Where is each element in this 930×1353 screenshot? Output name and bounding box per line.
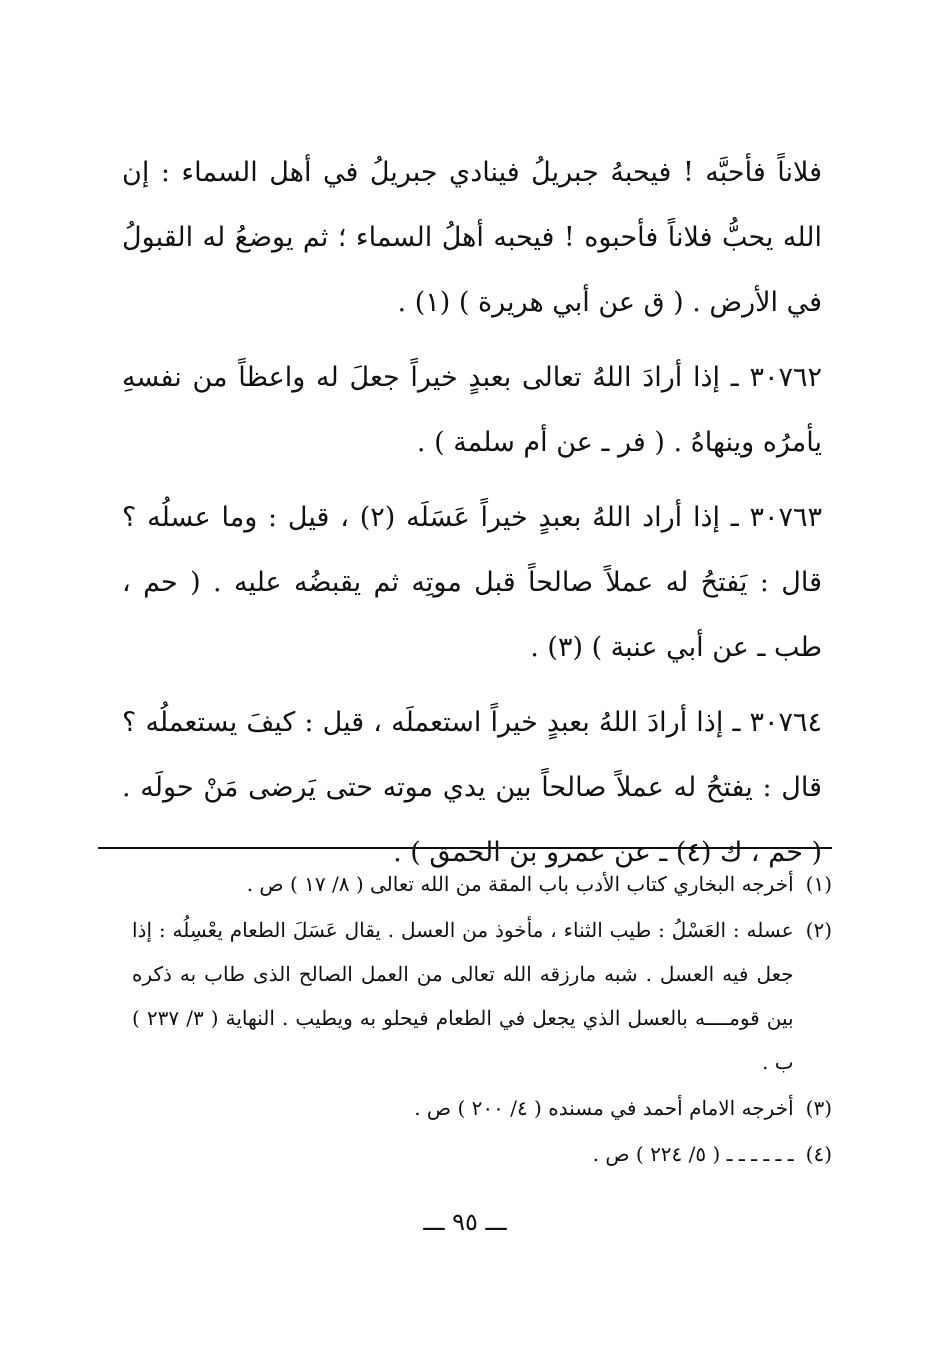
footnote-4	[132, 1132, 832, 1176]
page-number: ـــ ٩٥ ـــ	[423, 1208, 507, 1236]
footnote-divider	[98, 847, 832, 849]
footnote-3	[132, 1086, 832, 1130]
footnote-2	[132, 908, 832, 1084]
footnote-text: أخرجه البخاري كتاب الأدب باب المقة من الله تعالى ( ٨/ ١٧ ) ص .	[246, 872, 794, 896]
footnote-number: (١)	[805, 872, 832, 896]
paragraph-hadith-30762: ٣٠٧٦٢ ـ إذا أرادَ اللهُ تعالى بعبدٍ خيراً جعلَ له واعظاً من نفسهِ يأمرُه وينهاهُ . ( فر ـ عن أم سلمة ) .	[122, 362, 822, 458]
footnote-number: (٤)	[805, 1142, 832, 1166]
footnote-number: (٣)	[805, 1096, 832, 1120]
footnote-text: عسله : العَسْلُ : طيب الثناء ، مأخوذ من العسل . يقال عَسَلَ الطعام يعْسِلُه : إذا جعل فيه العسل . شبه مارزقه الله تعالى من العمل الصالح الذى طاب به ذكره بين قومــــه بالعسل الذي يجعل في الطعام فيحلو به ويطيب . النهاية ( ٣/ ٢٣٧ ) ب .	[132, 918, 794, 1074]
footnote-text: ـ ـ ـ ـ ـ ـ ( ٥/ ٢٢٤ ) ص .	[592, 1142, 794, 1166]
paragraph-hadith-30764: ٣٠٧٦٤ ـ إذا أرادَ اللهُ بعبدٍ خيراً استعملَه ، قيل : كيفَ يستعملُه ؟ قال : يفتحُ له عملاً صالحاً بين يدي موته حتى يَرضى مَنْ حولَه . ( حم ، ك (٤) ـ عن عمرو بن الحمق ) .	[122, 707, 822, 868]
main-text	[122, 140, 822, 895]
footnote-1	[132, 862, 832, 906]
paragraph-hadith-30763: ٣٠٧٦٣ ـ إذا أراد اللهُ بعبدٍ خيراً عَسَلَه (٢) ، قيل : وما عسلُه ؟ قال : يَفتحُ له عملاً صالحاً قبل موتِه ثم يقبضُه عليه . ( حم ، طب ـ عن أبي عنبة ) (٣) .	[122, 502, 823, 663]
footnotes	[132, 862, 832, 1178]
footnote-text: أخرجه الامام أحمد في مسنده ( ٤/ ٢٠٠ ) ص .	[414, 1096, 794, 1120]
footnote-number: (٢)	[805, 918, 832, 942]
paragraph-hadith-continuation: فلاناً فأحبَّه ! فيحبهُ جبريلُ فينادي جبريلُ في أهل السماء : إن الله يحبُّ فلاناً فأحبوه ! فيحبه أهلُ السماء ؛ ثم يوضعُ له القبولُ في الأرض . ( ق عن أبي هريرة ) (١) .	[122, 157, 822, 318]
